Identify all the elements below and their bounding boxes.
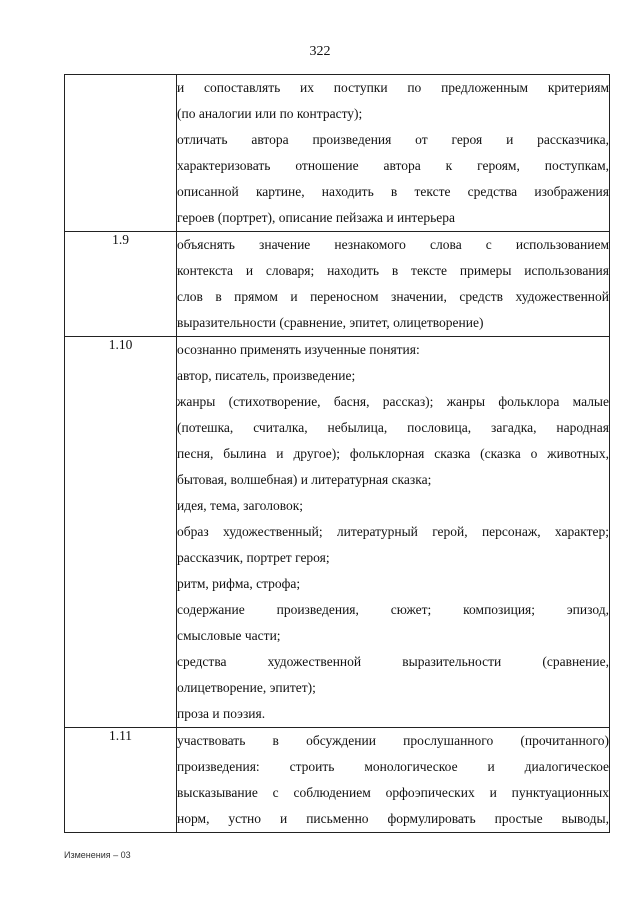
text-line: объяснять значение незнакомого слова с использованием (177, 237, 609, 252)
item-description (177, 75, 610, 232)
text-line: жанры (стихотворение, басня, рассказ); жанры фольклора малые (177, 394, 609, 409)
text-line: описанной картине, находить в тексте средства изображения (177, 184, 609, 199)
item-number: 1.11 (65, 728, 177, 833)
text-line: произведения: строить монологическое и диалогическое (177, 759, 609, 774)
text-line: содержание произведения, сюжет; композиция; эпизод, (177, 602, 609, 617)
text-line: средства художественной выразительности (сравнение, (177, 654, 609, 669)
text-line: олицетворение, эпитет); (177, 680, 316, 695)
text-line: бытовая, волшебная) и литературная сказка; (177, 472, 432, 487)
text-line: проза и поэзия. (177, 706, 266, 721)
table-row (65, 232, 610, 337)
text-line: автор, писатель, произведение; (177, 368, 356, 383)
text-line: смысловые части; (177, 628, 281, 643)
text-line: (потешка, считалка, небылица, пословица, загадка, народная (177, 420, 609, 435)
item-number (65, 75, 177, 232)
text-line: участвовать в обсуждении прослушанного (прочитанного) (177, 733, 609, 748)
text-line: контекста и словаря; находить в тексте примеры использования (177, 263, 609, 278)
item-description (177, 728, 610, 833)
text-line: характеризовать отношение автора к героям, поступкам, (177, 158, 609, 173)
text-line: слов в прямом и переносном значении, средств художественной (177, 289, 609, 304)
text-line: образ художественный; литературный герой, персонаж, характер; (177, 524, 609, 539)
text-line: выразительности (сравнение, эпитет, олицетворение) (177, 315, 484, 330)
page-number: 322 (309, 44, 331, 59)
table-row (65, 75, 610, 232)
text-line: высказывание с соблюдением орфоэпических и пунктуационных (177, 785, 609, 800)
item-number: 1.10 (65, 337, 177, 728)
text-line: отличать автора произведения от героя и рассказчика, (177, 132, 609, 147)
text-line: песня, былина и другое); фольклорная сказка (сказка о животных, (177, 446, 609, 461)
item-number: 1.9 (65, 232, 177, 337)
table-row (65, 728, 610, 833)
text-line: ритм, рифма, строфа; (177, 576, 301, 591)
text-line: норм, устно и письменно формулировать простые выводы, (177, 811, 609, 826)
text-line: идея, тема, заголовок; (177, 498, 304, 513)
text-line: рассказчик, портрет героя; (177, 550, 330, 565)
footer-revision: Изменения – 03 (64, 850, 131, 860)
requirements-table (64, 74, 610, 833)
text-line: героев (портрет), описание пейзажа и интерьера (177, 210, 455, 225)
text-line: и сопоставлять их поступки по предложенным критериям (177, 80, 609, 95)
item-description (177, 232, 610, 337)
table-row (65, 337, 610, 728)
text-line: (по аналогии или по контрасту); (177, 106, 363, 121)
item-description (177, 337, 610, 728)
text-line: осознанно применять изученные понятия: (177, 342, 420, 357)
